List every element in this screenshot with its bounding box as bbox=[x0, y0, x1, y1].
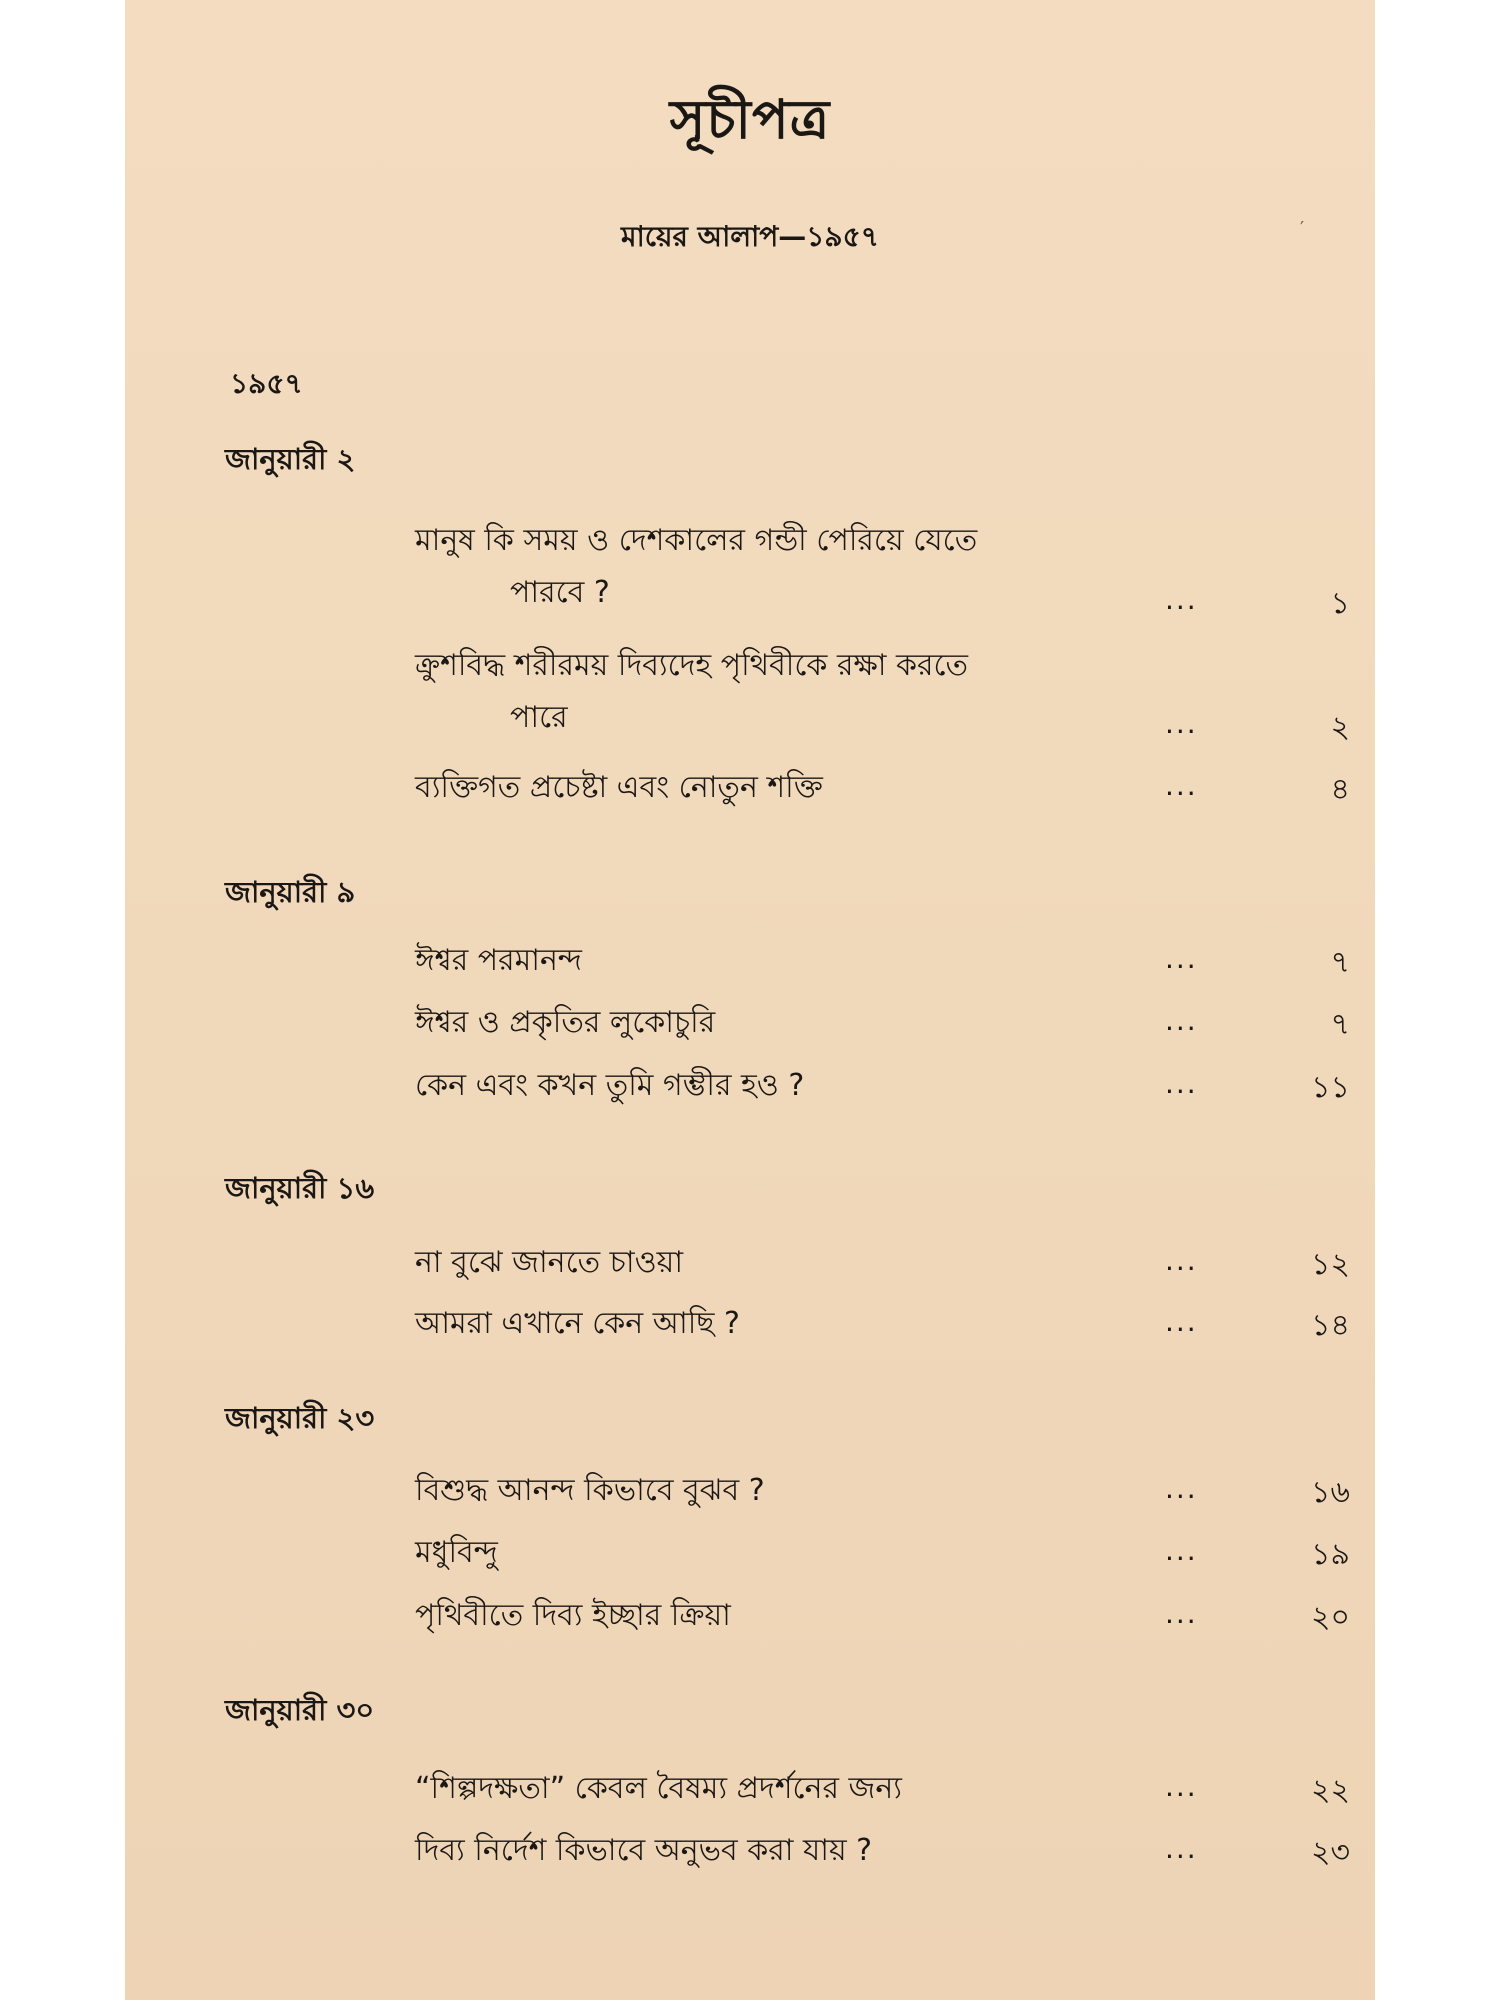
toc-entry bbox=[415, 1465, 1275, 1517]
leader-dots: ... bbox=[1165, 942, 1198, 975]
entry-title-continued: পারে bbox=[510, 700, 568, 735]
leader-dots: ... bbox=[1165, 769, 1198, 802]
page-number: ২২ bbox=[1310, 1773, 1350, 1808]
leader-dots: ... bbox=[1165, 707, 1198, 740]
page-number: ১৯ bbox=[1311, 1537, 1350, 1572]
page-number: ১১ bbox=[1311, 1070, 1350, 1105]
toc-entry bbox=[415, 762, 1275, 814]
entry-title: ক্রুশবিদ্ধ শরীরময় দিব্যদেহ পৃথিবীকে রক্ষা করতে bbox=[415, 648, 969, 683]
leader-dots: ... bbox=[1165, 583, 1198, 616]
toc-entry bbox=[415, 1763, 1275, 1815]
leader-dots: ... bbox=[1165, 1067, 1198, 1100]
page-number: ৭ bbox=[1330, 1007, 1350, 1042]
toc-sections bbox=[125, 0, 1375, 2000]
page-number: ১২ bbox=[1311, 1247, 1350, 1282]
toc-entry bbox=[415, 1590, 1275, 1642]
date-heading: জানুয়ারী ২ bbox=[225, 442, 356, 476]
page-number: ১৬ bbox=[1311, 1475, 1350, 1510]
page-number: ২৩ bbox=[1310, 1835, 1350, 1870]
toc-entry bbox=[415, 935, 1275, 987]
toc-entry bbox=[415, 1060, 1275, 1112]
page-number: ১৪ bbox=[1311, 1308, 1350, 1343]
toc-entry bbox=[415, 1298, 1275, 1350]
toc-entry bbox=[415, 1825, 1275, 1877]
margin-mark: ′ bbox=[1300, 218, 1305, 239]
date-heading: জানুয়ারী ২৩ bbox=[225, 1401, 375, 1435]
page-number: ২০ bbox=[1310, 1600, 1350, 1635]
entry-title: বিশুদ্ধ আনন্দ কিভাবে বুঝব ? bbox=[415, 1473, 765, 1508]
entry-title: পৃথিবীতে দিব্য ইচ্ছার ক্রিয়া bbox=[415, 1598, 731, 1633]
page-title: সূচীপত্র bbox=[669, 88, 831, 151]
year-heading: ১৯৫৭ bbox=[230, 367, 303, 400]
leader-dots: ... bbox=[1165, 1305, 1198, 1338]
date-heading: জানুয়ারী ১৬ bbox=[225, 1171, 375, 1205]
entry-title: মধুবিন্দু bbox=[415, 1535, 498, 1570]
entry-title: ঈশ্বর পরমানন্দ bbox=[415, 943, 582, 978]
leader-dots: ... bbox=[1165, 1597, 1198, 1630]
page-number: ৪ bbox=[1330, 772, 1350, 807]
date-heading: জানুয়ারী ৩০ bbox=[225, 1693, 375, 1727]
leader-dots: ... bbox=[1165, 1832, 1198, 1865]
page-number: ১ bbox=[1330, 586, 1350, 621]
page-number: ২ bbox=[1330, 710, 1350, 745]
entry-title: কেন এবং কখন তুমি গম্ভীর হও ? bbox=[415, 1068, 805, 1103]
leader-dots: ... bbox=[1165, 1244, 1198, 1277]
entry-title: মানুষ কি সময় ও দেশকালের গন্ডী পেরিয়ে যেতে bbox=[415, 523, 978, 558]
page-number: ৭ bbox=[1330, 945, 1350, 980]
entry-title: ব্যক্তিগত প্রচেষ্টা এবং নোতুন শক্তি bbox=[415, 770, 823, 805]
date-heading: জানুয়ারী ৯ bbox=[225, 875, 356, 909]
entry-title: আমরা এখানে কেন আছি ? bbox=[415, 1306, 740, 1341]
book-page bbox=[125, 0, 1375, 2000]
leader-dots: ... bbox=[1165, 1534, 1198, 1567]
entry-title: দিব্য নির্দেশ কিভাবে অনুভব করা যায় ? bbox=[415, 1833, 873, 1868]
toc-entry bbox=[415, 1237, 1275, 1289]
leader-dots: ... bbox=[1165, 1472, 1198, 1505]
toc-entry bbox=[415, 1527, 1275, 1579]
toc-entry bbox=[415, 997, 1275, 1049]
entry-title: “শিল্পদক্ষতা” কেবল বৈষম্য প্রদর্শনের জন্য bbox=[415, 1771, 903, 1806]
page-subtitle: মায়ের আলাপ—১৯৫৭ bbox=[621, 220, 879, 253]
entry-title-continued: পারবে ? bbox=[510, 575, 610, 610]
toc-entry bbox=[415, 515, 1275, 619]
toc-entry bbox=[415, 640, 1275, 744]
leader-dots: ... bbox=[1165, 1770, 1198, 1803]
entry-title: না বুঝে জানতে চাওয়া bbox=[415, 1245, 684, 1280]
entry-title: ঈশ্বর ও প্রকৃতির লুকোচুরি bbox=[415, 1005, 716, 1040]
leader-dots: ... bbox=[1165, 1004, 1198, 1037]
